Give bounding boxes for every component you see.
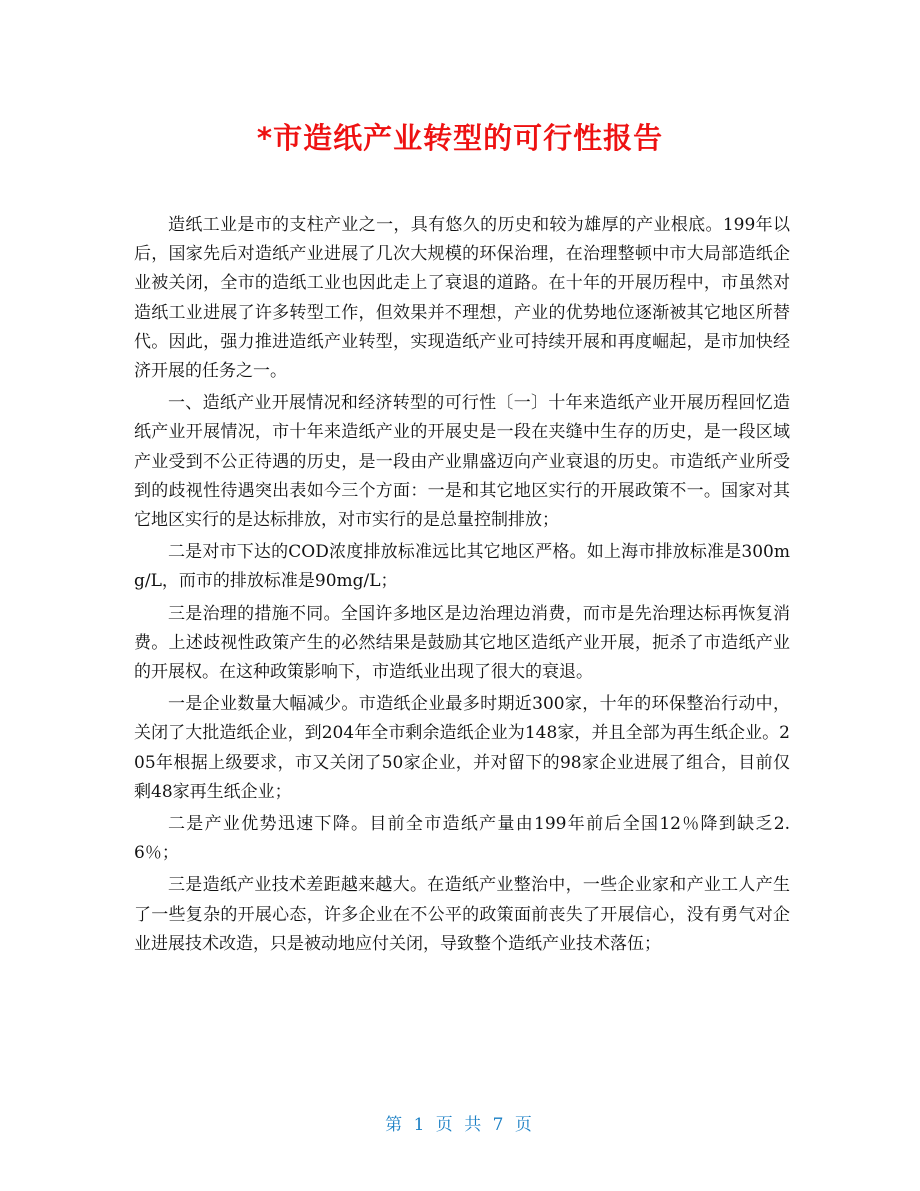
document-title: *市造纸产业转型的可行性报告 (256, 121, 664, 155)
document-body (134, 211, 790, 962)
paragraph-2: 一、造纸产业开展情况和经济转型的可行性〔一〕十年来造纸产业开展历程回忆造纸产业开展情况，市十年来造纸产业的开展史是一段在夹缝中生存的历史，是一段区域产业受到不公正待遇的历史，是一段由产业鼎盛迈向产业衰退的历史。市造纸产业所受到的歧视性待遇突出表如今三个方面：一是和其它地区实行的开展政策不一。国家对其它地区实行的是达标排放，对市实行的是总量控制排放； (134, 393, 790, 531)
paragraph-7: 三是造纸产业技术差距越来越大。在造纸产业整治中，一些企业家和产业工人产生了一些复杂的开展心态，许多企业在不公平的政策面前丧失了开展信心，没有勇气对企业进展技术改造，只是被动地应付关闭，导致整个造纸产业技术落伍； (134, 875, 790, 954)
paragraph-5: 一是企业数量大幅减少。市造纸企业最多时期近300家，十年的环保整治行动中，关闭了大批造纸企业，到204年全市剩余造纸企业为148家，并且全部为再生纸企业。205年根据上级要求，市又关闭了50家企业，并对留下的98家企业进展了组合，目前仅剩48家再生纸企业； (134, 694, 790, 802)
paragraph-1: 造纸工业是市的支柱产业之一，具有悠久的历史和较为雄厚的产业根底。199年以后，国家先后对造纸产业进展了几次大规模的环保治理，在治理整顿中市大局部造纸企业被关闭，全市的造纸工业也因此走上了衰退的道路。在十年的开展历程中，市虽然对造纸工业进展了许多转型工作，但效果并不理想，产业的优势地位逐渐被其它地区所替代。因此，强力推进造纸产业转型，实现造纸产业可持续开展和再度崛起，是市加快经济开展的任务之一。 (134, 215, 790, 382)
paragraph-6: 二是产业优势迅速下降。目前全市造纸产量由199年前后全国12％降到缺乏2.6％； (134, 814, 790, 864)
page-number-footer: 第 1 页 共 7 页 (385, 1115, 535, 1135)
paragraph-4: 三是治理的措施不同。全国许多地区是边治理边消费，而市是先治理达标再恢复消费。上述歧视性政策产生的必然结果是鼓励其它地区造纸产业开展，扼杀了市造纸产业的开展权。在这种政策影响下，市造纸业出现了很大的衰退。 (134, 603, 790, 683)
paragraph-3: 二是对市下达的COD浓度排放标准远比其它地区严格。如上海市排放标准是300mg/L，而市的排放标准是90mg/L； (134, 542, 790, 592)
